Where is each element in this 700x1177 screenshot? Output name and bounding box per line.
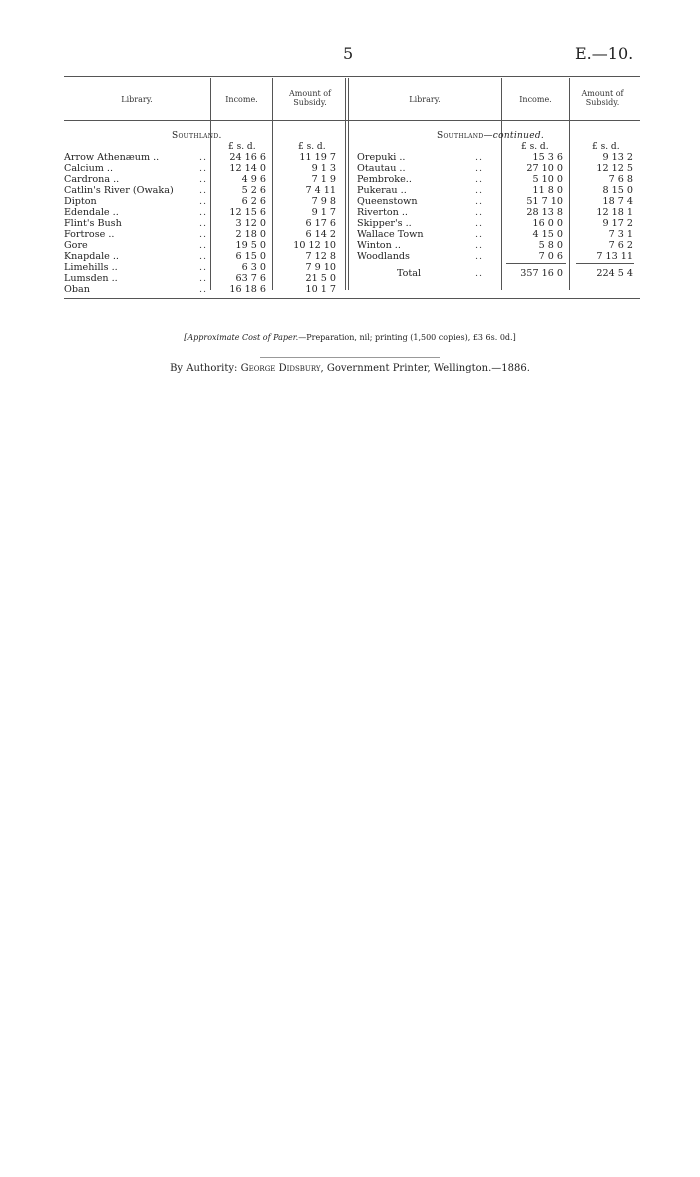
income-value: 51 7 10 (526, 196, 563, 207)
subsidy-value: 7 13 11 (596, 251, 633, 262)
leader-dots: .. (475, 196, 484, 207)
document-code: E.—10. (575, 44, 634, 63)
leader-dots: .. (199, 273, 208, 284)
library-name: Dipton (64, 196, 97, 207)
leader-dots: .. (475, 174, 484, 185)
income-value: 5 10 0 (532, 174, 563, 185)
table-row (357, 163, 647, 174)
subsidy-value: 6 17 6 (305, 218, 336, 229)
income-value: 7 0 6 (538, 251, 563, 262)
leader-dots: .. (199, 284, 208, 295)
subsidy-value: 7 1 9 (311, 174, 336, 185)
income-value: 5 2 6 (241, 185, 266, 196)
leader-dots: .. (199, 207, 208, 218)
subsidy-value: 9 1 7 (311, 207, 336, 218)
library-name: Arrow Athenæum .. (64, 152, 160, 163)
section-title-right (437, 131, 544, 141)
table-row (357, 174, 647, 185)
subsidy-value: 7 12 8 (305, 251, 336, 262)
subsidy-value: 7 6 2 (608, 240, 633, 251)
subsidy-value: 21 5 0 (305, 273, 336, 284)
units-income-left: £ s. d. (228, 142, 256, 152)
subsidy-value: 12 12 5 (596, 163, 633, 174)
library-name: Cardrona .. (64, 174, 120, 185)
table-row (64, 185, 354, 196)
imprint-rule (260, 357, 440, 358)
library-name: Winton .. (357, 240, 401, 251)
leader-dots: .. (475, 240, 484, 251)
library-name: Fortrose .. (64, 229, 115, 240)
section-title-left: Southland. (172, 131, 222, 141)
library-name: Knapdale .. (64, 251, 119, 262)
library-name: Pukerau .. (357, 185, 407, 196)
total-leader-dots: .. (475, 268, 484, 279)
units-subsidy-right: £ s. d. (592, 142, 620, 152)
units-income-right: £ s. d. (521, 142, 549, 152)
income-value: 12 14 0 (229, 163, 266, 174)
header-library-right: Library. (409, 95, 441, 104)
income-value: 27 10 0 (526, 163, 563, 174)
leader-dots: .. (199, 251, 208, 262)
income-value: 2 18 0 (235, 229, 266, 240)
library-name: Skipper's .. (357, 218, 412, 229)
library-name: Pembroke.. (357, 174, 412, 185)
leader-dots: .. (199, 196, 208, 207)
header-subsidy-right: Amount of Subsidy. (581, 89, 624, 107)
table-row (357, 218, 647, 229)
subsidy-value: 10 12 10 (293, 240, 336, 251)
table-row (64, 207, 354, 218)
library-name: Otautau .. (357, 163, 406, 174)
header-subsidy-left: Amount of Subsidy. (288, 89, 332, 107)
table-row (64, 284, 354, 295)
table-row (357, 196, 647, 207)
imprint-prefix: By Authority: (170, 363, 238, 374)
table-row (64, 163, 354, 174)
header-income-right: Income. (519, 95, 552, 104)
units-subsidy-left: £ s. d. (298, 142, 326, 152)
table-row (64, 240, 354, 251)
leader-dots: .. (475, 251, 484, 262)
subsidy-value: 7 4 11 (305, 185, 336, 196)
income-value: 15 3 6 (532, 152, 563, 163)
table-row (64, 196, 354, 207)
leader-dots: .. (475, 185, 484, 196)
printer-imprint (0, 363, 700, 374)
leader-dots: .. (475, 163, 484, 174)
leader-dots: .. (199, 262, 208, 273)
table-header-rule (64, 120, 640, 121)
total-income-rule (506, 263, 566, 264)
income-value: 4 9 6 (241, 174, 266, 185)
table-bottom-rule (64, 298, 640, 299)
subsidy-value: 6 14 2 (305, 229, 336, 240)
leader-dots: .. (199, 174, 208, 185)
subsidy-value: 18 7 4 (602, 196, 633, 207)
leader-dots: .. (475, 207, 484, 218)
income-value: 11 8 0 (532, 185, 563, 196)
table-row (357, 229, 647, 240)
income-value: 6 2 6 (241, 196, 266, 207)
library-name: Limehills .. (64, 262, 118, 273)
library-name: Wallace Town (357, 229, 424, 240)
table-row (64, 229, 354, 240)
leader-dots: .. (199, 163, 208, 174)
subsidy-value: 7 3 1 (608, 229, 633, 240)
total-subsidy: 224 5 4 (596, 268, 633, 279)
table-row (64, 174, 354, 185)
total-subsidy-rule (576, 263, 634, 264)
subsidy-value: 7 9 8 (311, 196, 336, 207)
subsidy-value: 9 17 2 (602, 218, 633, 229)
table-row (357, 152, 647, 163)
footnote-italic: [Approximate Cost of Paper. (184, 333, 299, 342)
leader-dots: .. (475, 229, 484, 240)
table-row (64, 152, 354, 163)
table-row (64, 273, 354, 284)
library-name: Flint's Bush (64, 218, 122, 229)
income-value: 3 12 0 (235, 218, 266, 229)
subsidy-value: 9 13 2 (602, 152, 633, 163)
table-row (357, 240, 647, 251)
table-row (64, 218, 354, 229)
table-row (64, 251, 354, 262)
subsidy-value: 12 18 1 (596, 207, 633, 218)
library-name: Catlin's River (Owaka) (64, 185, 174, 196)
total-income: 357 16 0 (520, 268, 563, 279)
library-name: Queenstown (357, 196, 418, 207)
subsidy-value: 7 6 8 (608, 174, 633, 185)
header-library-left: Library. (121, 95, 153, 104)
section-title-right-main: Southland— (437, 131, 493, 141)
library-name: Woodlands (357, 251, 410, 262)
subsidy-value: 11 19 7 (299, 152, 336, 163)
library-name: Gore (64, 240, 88, 251)
subsidy-value: 10 1 7 (305, 284, 336, 295)
income-value: 19 5 0 (235, 240, 266, 251)
leader-dots: .. (199, 185, 208, 196)
library-name: Lumsden .. (64, 273, 118, 284)
subsidy-value: 9 1 3 (311, 163, 336, 174)
total-row (357, 268, 637, 279)
leader-dots: .. (199, 218, 208, 229)
leader-dots: .. (199, 240, 208, 251)
income-value: 6 3 0 (241, 262, 266, 273)
total-label: Total (397, 268, 422, 279)
table-row (357, 251, 647, 262)
library-name: Orepuki .. (357, 152, 406, 163)
subsidy-value: 8 15 0 (602, 185, 633, 196)
cost-footnote (0, 333, 700, 342)
leader-dots: .. (475, 152, 484, 163)
income-value: 28 13 8 (526, 207, 563, 218)
leader-dots: .. (199, 152, 208, 163)
library-name: Calcium .. (64, 163, 113, 174)
leader-dots: .. (475, 218, 484, 229)
income-value: 63 7 6 (235, 273, 266, 284)
table-row (357, 207, 647, 218)
income-value: 4 15 0 (532, 229, 563, 240)
income-value: 24 16 6 (229, 152, 266, 163)
leader-dots: .. (199, 229, 208, 240)
income-value: 5 8 0 (538, 240, 563, 251)
footnote-rest: —Preparation, nil; printing (1,500 copies), £3 6s. 0d.] (298, 333, 516, 342)
page-number: 5 (343, 44, 354, 63)
library-name: Riverton .. (357, 207, 408, 218)
table-top-rule (64, 76, 640, 77)
income-value: 6 15 0 (235, 251, 266, 262)
imprint-printer: George Didsbury, (240, 363, 324, 374)
imprint-rest: Government Printer, Wellington.—1886. (326, 363, 530, 374)
library-name: Oban (64, 284, 90, 295)
table-row (357, 185, 647, 196)
library-name: Edendale .. (64, 207, 119, 218)
header-income-left: Income. (225, 95, 258, 104)
income-value: 12 15 6 (229, 207, 266, 218)
table-row (64, 262, 354, 273)
subsidy-value: 7 9 10 (305, 262, 336, 273)
income-value: 16 0 0 (532, 218, 563, 229)
income-value: 16 18 6 (229, 284, 266, 295)
section-title-right-suffix: continued. (492, 131, 545, 141)
